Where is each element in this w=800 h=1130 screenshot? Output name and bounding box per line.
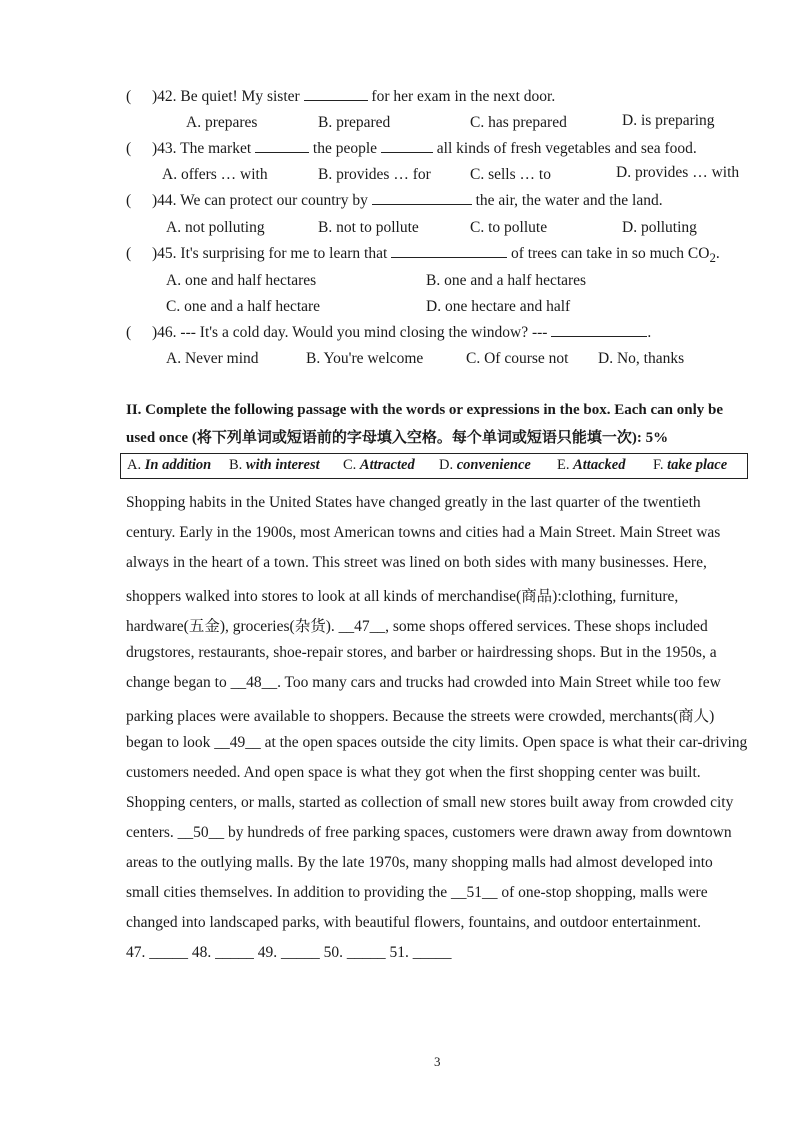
passage-line: began to look __49__ at the open spaces outside the city limits. Open space is what their car-driving — [126, 734, 748, 751]
question-stem-end: . — [647, 324, 652, 341]
answer-blank — [304, 88, 368, 101]
passage-line: small cities themselves. In addition to providing the __51__ of one-stop shopping, malls were — [126, 884, 708, 901]
option-c: C. one and a half hectare — [166, 298, 321, 315]
passage-line: change began to __48__. Too many cars and trucks had crowded into Main Street while too few — [126, 674, 721, 691]
answer-blank — [551, 324, 647, 337]
question-stem: --- It's a cold day. Would you mind closing the window? --- — [176, 324, 552, 341]
option-d: D. one hectare and half — [426, 298, 571, 315]
passage-line: customers needed. And open space is what they got when the first shopping center was built. — [126, 764, 701, 781]
answer-line: 47. _____ 48. _____ 49. _____ 50. _____ 51. _____ — [126, 944, 452, 961]
question-number: )42. — [152, 88, 177, 105]
option-a: A. one and half hectares — [166, 272, 317, 289]
word-option-a: A. In addition — [127, 457, 212, 473]
question-43 — [126, 140, 697, 158]
option-c: C. sells … to — [470, 166, 551, 183]
question-stem-end: all kinds of fresh vegetables and sea food. — [432, 140, 697, 157]
question-46 — [126, 324, 651, 342]
question-number: )46. — [152, 324, 177, 341]
option-c: C. to pollute — [470, 219, 548, 236]
question-stem-final: . — [715, 245, 720, 262]
option-b: B. not to pollute — [318, 219, 419, 236]
question-number: )43. — [152, 140, 177, 157]
passage-line: changed into landscaped parks, with beautiful flowers, fountains, and outdoor entertainment. — [126, 914, 702, 931]
question-44 — [126, 192, 663, 210]
answer-paren: ( — [126, 140, 132, 157]
option-d: D. is preparing — [622, 112, 715, 129]
question-stem-end: the air, the water and the land. — [471, 192, 663, 209]
answer-blank — [391, 245, 507, 258]
question-stem: It's surprising for me to learn that — [176, 245, 392, 262]
question-number: )45. — [152, 245, 177, 262]
answer-paren: ( — [126, 245, 132, 262]
question-stem: We can protect our country by — [176, 192, 372, 209]
passage-line: centers. __50__ by hundreds of free parking spaces, customers were drawn away from downtown — [126, 824, 732, 841]
passage-line: shoppers walked into stores to look at all kinds of merchandise(商品):clothing, furniture, — [126, 588, 679, 605]
option-b: B. prepared — [318, 114, 391, 131]
question-number: )44. — [152, 192, 177, 209]
passage-line: century. Early in the 1900s, most American towns and cities had a Main Street. Main Street was — [126, 524, 721, 541]
question-45 — [126, 245, 720, 266]
question-stem-mid: the people — [309, 140, 381, 157]
option-a: A. prepares — [186, 114, 258, 131]
option-a: A. not polluting — [166, 219, 265, 236]
subscript-2: 2 — [709, 250, 716, 266]
option-d: D. No, thanks — [598, 350, 685, 367]
option-c: C. has prepared — [470, 114, 567, 131]
option-d: D. polluting — [622, 219, 697, 236]
word-option-e: E. Attacked — [557, 457, 626, 473]
option-b: B. provides … for — [318, 166, 431, 183]
passage-line: Shopping centers, or malls, started as collection of small new stores built away from crowded city — [126, 794, 734, 811]
question-stem: The market — [176, 140, 256, 157]
section-title-line1: II. Complete the following passage with the words or expressions in the box. Each can only be — [126, 402, 723, 418]
question-42 — [126, 88, 555, 106]
passage-line: parking places were available to shoppers. Because the streets were crowded, merchants(商人) — [126, 708, 715, 725]
question-stem-end: for her exam in the next door. — [367, 88, 556, 105]
option-a: A. Never mind — [166, 350, 259, 367]
word-option-d: D. convenience — [439, 457, 531, 473]
passage-line: always in the heart of a town. This street was lined on both sides with many businesses. Here, — [126, 554, 707, 571]
answer-blank-2 — [381, 140, 433, 153]
passage-line: areas to the outlying malls. By the late 1970s, many shopping malls had almost developed into — [126, 854, 713, 871]
option-b: B. one and a half hectares — [426, 272, 587, 289]
answer-blank — [372, 192, 472, 205]
question-stem: Be quiet! My sister — [176, 88, 304, 105]
passage-line: Shopping habits in the United States have changed greatly in the last quarter of the twentieth — [126, 494, 701, 511]
word-option-f: F. take place — [653, 457, 728, 473]
page-number: 3 — [434, 1054, 441, 1069]
option-d: D. provides … with — [616, 164, 740, 181]
passage-line: drugstores, restaurants, shoe-repair stores, and barber or hairdressing shops. But in the 1950s, a — [126, 644, 717, 661]
section-title-line2: used once (将下列单词或短语前的字母填入空格。每个单词或短语只能填一次): 5% — [126, 430, 669, 446]
answer-paren: ( — [126, 324, 132, 341]
question-stem-end: of trees can take in so much CO — [507, 245, 710, 262]
answer-paren: ( — [126, 88, 132, 105]
answer-blank-1 — [255, 140, 309, 153]
option-c: C. Of course not — [466, 350, 569, 367]
word-box — [120, 453, 748, 479]
passage-line: hardware(五金), groceries(杂货). __47__, some shops offered services. These shops included — [126, 618, 708, 635]
option-a: A. offers … with — [162, 166, 268, 183]
answer-paren: ( — [126, 192, 132, 209]
word-option-c: C. Attracted — [343, 457, 415, 473]
option-b: B. You're welcome — [306, 350, 424, 367]
word-option-b: B. with interest — [229, 457, 320, 473]
